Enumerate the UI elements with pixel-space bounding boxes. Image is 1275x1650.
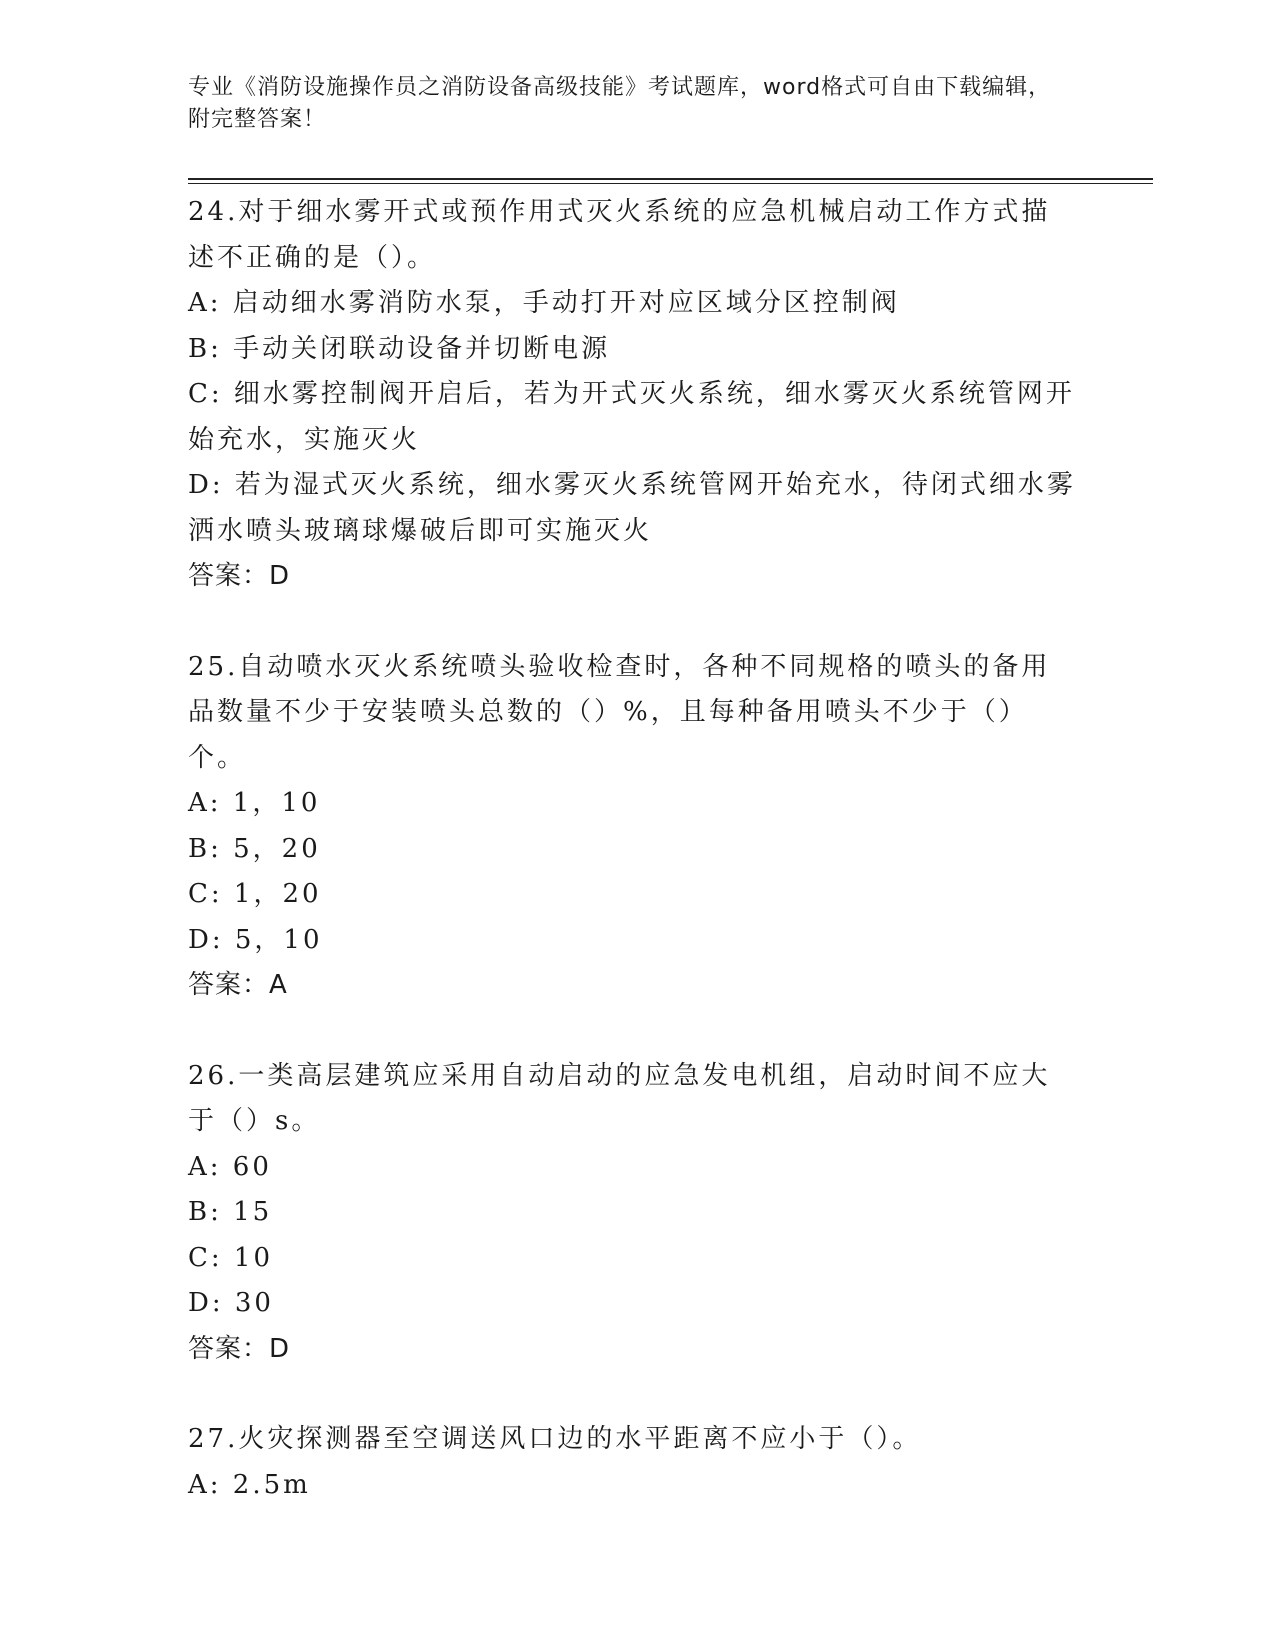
page-header: 专业《消防设施操作员之消防设备高级技能》考试题库，word格式可自由下载编辑，附完整答案！ <box>188 75 1052 132</box>
option-d: D: 若为湿式灭火系统，细水雾灭火系统管网开始充水，待闭式细水雾洒水喷头玻璃球爆破后即可实施灭火 <box>188 470 1076 546</box>
option-a: A: 1，10 <box>188 788 321 818</box>
question-26 <box>188 1054 1078 1373</box>
answer: 答案：D <box>188 561 291 591</box>
answer: 答案：D <box>188 1333 291 1364</box>
option-d: D: 30 <box>188 1288 274 1318</box>
question-stem: 25.自动喷水灭火系统喷头验收检查时，各种不同规格的喷头的备用品数量不少于安装喷头总数的（）%，且每种备用喷头不少于（）个。 <box>188 651 1051 773</box>
option-d: D: 5，10 <box>188 924 323 955</box>
header-rule-thick <box>188 178 1153 180</box>
option-c: C: 细水雾控制阀开启后，若为开式灭火系统，细水雾灭火系统管网开始充水，实施灭火 <box>188 379 1075 455</box>
option-c: C: 10 <box>188 1242 274 1273</box>
question-27 <box>188 1417 1078 1508</box>
question-24 <box>188 190 1078 600</box>
option-b: B: 5，20 <box>188 833 321 864</box>
question-stem: 26.一类高层建筑应采用自动启动的应急发电机组，启动时间不应大于（）s。 <box>188 1060 1051 1136</box>
question-25 <box>188 645 1078 1009</box>
header-rule-thin <box>188 183 1153 184</box>
option-a: A: 启动细水雾消防水泵，手动打开对应区域分区控制阀 <box>188 288 900 318</box>
question-stem: 27.火灾探测器至空调送风口边的水平距离不应小于（）。 <box>188 1424 922 1454</box>
question-list <box>188 190 1078 1553</box>
option-a: A: 60 <box>188 1151 272 1182</box>
option-b: B: 15 <box>188 1197 273 1227</box>
option-b: B: 手动关闭联动设备并切断电源 <box>188 333 611 364</box>
option-c: C: 1，20 <box>188 879 322 909</box>
option-a: A: 2.5m <box>188 1469 311 1500</box>
question-stem: 24.对于细水雾开式或预作用式灭火系统的应急机械启动工作方式描述不正确的是（）。 <box>188 197 1051 273</box>
answer: 答案：A <box>188 970 288 1000</box>
